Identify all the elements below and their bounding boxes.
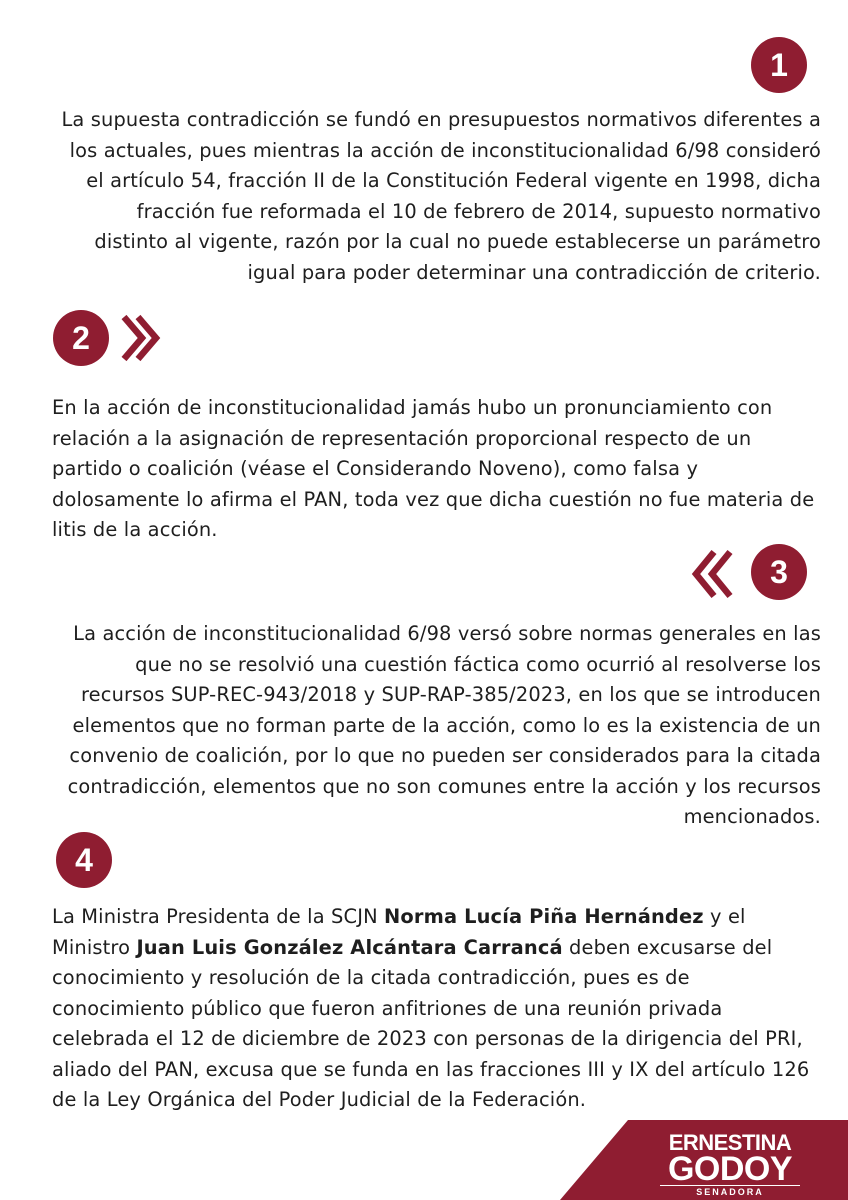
- minister-name-1: Norma Lucía Piña Hernández: [384, 905, 704, 928]
- badge-number: 3: [770, 553, 788, 590]
- section-number-badge-1: [751, 37, 807, 93]
- paragraph-2: En la acción de inconstitucionalidad jamás hubo un pronunciamiento con relación a la asignación de representación proporcional respecto de un partido o coalición (véase el Considerando Noveno), como falsa y dolosamente lo afirma el PAN, toda vez que dicha cuestión no fue materia de litis de la acción.: [52, 396, 815, 541]
- badge-number: 1: [770, 46, 788, 83]
- paragraph-4: [52, 902, 824, 1116]
- senator-logo: [660, 1132, 800, 1197]
- section-number-badge-3: [751, 544, 807, 600]
- paragraph-1: La supuesta contradicción se fundó en presupuestos normativos diferentes a los actuales, pues mientras la acción de inconstitucionalidad 6/98 consideró el artículo 54, fracción II de la Constitución Federal vigente en 1998, dicha fracción fue reformada el 10 de febrero de 2014, supuesto normativo distinto al vigente, razón por la cual no puede establecerse un parámetro igual para poder determinar una contradicción de criterio.: [61, 108, 821, 284]
- paragraph-4-and: y el Ministro: [52, 905, 746, 959]
- section-number-badge-2: [53, 310, 109, 366]
- minister-name-2: Juan Luis González Alcántara Carrancá: [136, 935, 563, 959]
- double-chevron-left-icon: [690, 546, 736, 602]
- paragraph-3: La acción de inconstitucionalidad 6/98 versó sobre normas generales en las que no se resolvió una cuestión fáctica como ocurrió al resolverse los recursos SUP-REC-943/2018 y SUP-RAP-385/2023, en los que se introducen elementos que no forman parte de la acción, como lo es la existencia de un convenio de coalición, por lo que no pueden ser considerados para la citada contradicción, elementos que no son comunes entre la acción y los recursos mencionados.: [67, 622, 821, 828]
- logo-first-name: ERNESTINA: [668, 1130, 792, 1155]
- logo-last-name: GODOY: [667, 1150, 793, 1188]
- double-chevron-right-icon: [118, 311, 164, 365]
- paragraph-4-intro: La Ministra Presidenta de la SCJN: [52, 905, 378, 928]
- paragraph-4-rest: deben excusarse del conocimiento y resolución de la citada contradicción, pues es de conocimiento público que fueron anfitriones de una reunión privada celebrada el 12 de diciembre de 2023 con personas de la dirigencia del PRI, aliado del PAN, excusa que se funda en las fracciones III y IX del artículo 126 de la Ley Orgánica del Poder Judicial de la Federación.: [52, 935, 810, 1111]
- logo-title: SENADORA: [660, 1185, 800, 1197]
- badge-number: 2: [72, 319, 90, 356]
- badge-number: 4: [75, 841, 93, 878]
- section-number-badge-4: [56, 832, 112, 888]
